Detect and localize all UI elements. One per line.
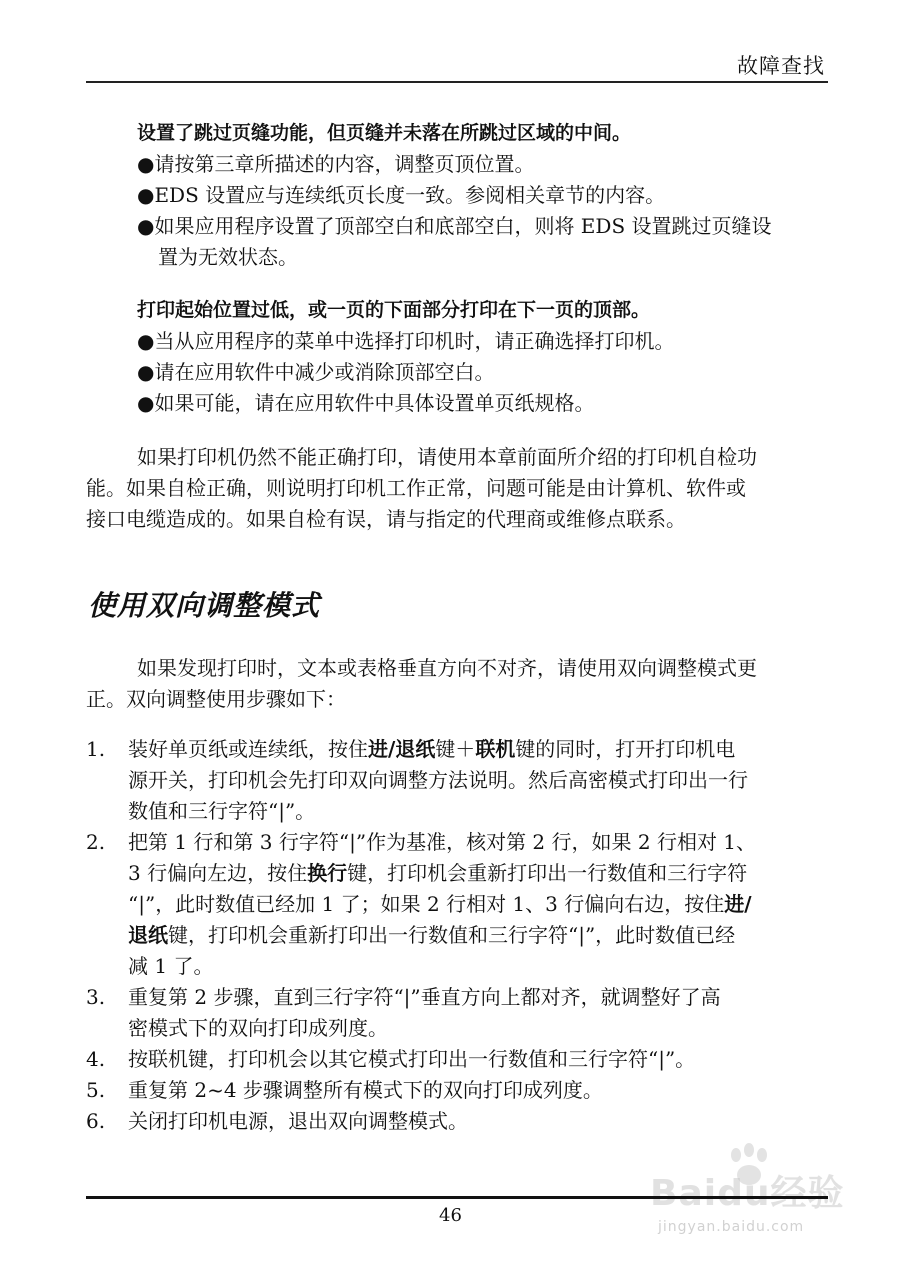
bullet-item-continuation: 置为无效状态。 [158, 245, 298, 269]
step-text: 键的同时，打开打印机电 [515, 737, 736, 761]
step-line [86, 982, 828, 1013]
step-line [86, 920, 828, 951]
section-print-start-low [86, 295, 828, 419]
step-number: 3. [86, 985, 106, 1009]
step-number: 5. [86, 1078, 106, 1102]
steps-list [86, 734, 828, 1137]
step-number: 6. [86, 1109, 106, 1133]
key-name: 联机 [475, 737, 516, 761]
step-number: 2. [86, 830, 106, 854]
paragraph-line: 接口电缆造成的。如果自检有误，请与指定的代理商或维修点联系。 [86, 507, 686, 531]
step-line [86, 858, 828, 889]
step-line: 源开关，打印机会先打印双向调整方法说明。然后高密模式打印出一行 [128, 768, 748, 792]
running-header-title: 故障查找 [737, 54, 825, 78]
paragraph-line: 能。如果自检正确，则说明打印机工作正常，问题可能是由计算机、软件或 [86, 476, 746, 500]
step-line [86, 1044, 828, 1075]
step-line: 减 1 了。 [128, 954, 214, 978]
step-text: 重复第 2~4 步骤调整所有模式下的双向打印成列度。 [128, 1078, 603, 1102]
step-line: 数值和三行字符“|”。 [128, 799, 316, 823]
step-text: 键＋ [435, 737, 476, 761]
section-heading: 打印起始位置过低，或一页的下面部分打印在下一页的顶部。 [137, 299, 651, 321]
key-name: 退纸 [128, 923, 168, 947]
bullet-item: ●EDS 设置应与连续纸页长度一致。参阅相关章节的内容。 [137, 183, 666, 207]
bullet-item: ●如果可能，请在应用软件中具体设置单页纸规格。 [137, 391, 595, 415]
step-text: 装好单页纸或连续纸，按住 [128, 737, 368, 761]
watermark-url: jingyan.baidu.com [658, 1219, 805, 1235]
paragraph-line: 如果打印机仍然不能正确打印，请使用本章前面所介绍的打印机自检功 [137, 445, 757, 469]
step-text: 按联机键，打印机会以其它模式打印出一行数值和三行字符“|”。 [128, 1047, 696, 1071]
bullet-item: ●如果应用程序设置了顶部空白和底部空白，则将 EDS 设置跳过页缝设 [137, 214, 772, 238]
section-title: 使用双向调整模式 [88, 589, 321, 622]
step-line [86, 827, 828, 858]
step-line [86, 734, 828, 765]
step-line [86, 1106, 828, 1137]
step-line [86, 889, 828, 920]
header-rule [86, 81, 828, 83]
step-text: 3 行偏向左边，按住 [128, 861, 308, 885]
paragraph-line: 如果发现打印时，文本或表格垂直方向不对齐，请使用双向调整模式更 [137, 656, 757, 680]
step-text: 键，打印机会重新打印出一行数值和三行字符 [347, 861, 748, 885]
bullet-item: ●请在应用软件中减少或消除顶部空白。 [137, 360, 495, 384]
step-text: 重复第 2 步骤，直到三行字符“|”垂直方向上都对齐，就调整好了高 [128, 985, 721, 1009]
section-heading: 设置了跳过页缝功能，但页缝并未落在所跳过区域的中间。 [137, 122, 632, 144]
step-text: 把第 1 行和第 3 行字符“|”作为基准，核对第 2 行，如果 2 行相对 1、 [128, 830, 757, 854]
step-number: 4. [86, 1047, 106, 1071]
step-line: 密模式下的双向打印成列度。 [128, 1016, 388, 1040]
step-line [86, 1075, 828, 1106]
self-test-paragraph [86, 442, 828, 535]
step-text: “|”，此时数值已经加 1 了；如果 2 行相对 1、3 行偏向右边，按住 [128, 892, 725, 916]
footer-rule [86, 1196, 828, 1199]
key-name: 进/ [724, 892, 752, 916]
paragraph-line: 正。双向调整使用步骤如下： [86, 687, 346, 711]
step-text: 键，打印机会重新打印出一行数值和三行字符“|”，此时数值已经 [168, 923, 736, 947]
bullet-item: ●当从应用程序的菜单中选择打印机时，请正确选择打印机。 [137, 329, 675, 353]
baidu-watermark [630, 1135, 850, 1245]
step-text: 关闭打印机电源，退出双向调整模式。 [128, 1109, 468, 1133]
watermark-brand: Baidu经验 [650, 1173, 845, 1214]
page-number: 46 [439, 1205, 462, 1226]
key-name: 进/退纸 [368, 737, 436, 761]
intro-paragraph [86, 653, 828, 715]
bullet-item: ●请按第三章所描述的内容，调整页顶位置。 [137, 152, 535, 176]
key-name: 换行 [307, 861, 348, 885]
section-skip-perforation [86, 118, 828, 273]
step-number: 1. [86, 737, 106, 761]
